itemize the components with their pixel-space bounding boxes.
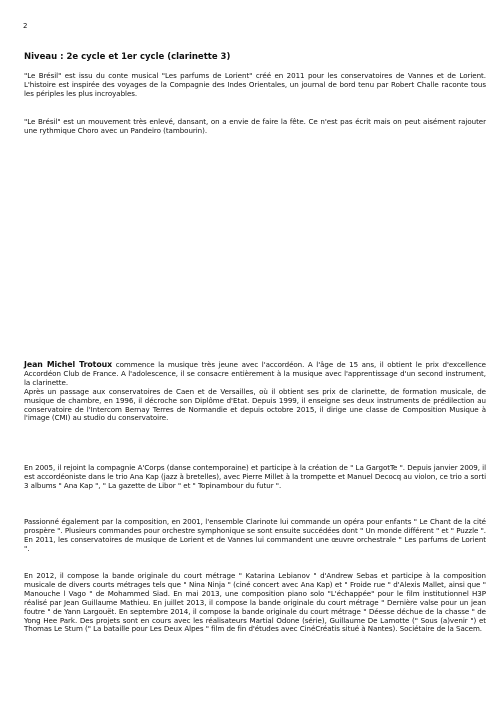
piece-intro-paragraph: "Le Brésil" est issu du conte musical "Les parfums de Lorient" créé en 2011 pour les conservatoires de Vannes et de Lorient. L'histoire est inspirée des voyages de la Compagnie des Indes Orientales, un journal de bord tenu par Robert Challe raconte tous les périples les plus incroyables. — [24, 71, 486, 98]
biography-text-1: commence la musique très jeune avec l'accordéon. A l'âge de 15 ans, il obtient le prix d'excellence Accordéon Club de France. A l'adolescence, il se consacre entièrement à la musique avec l'apprentissage d'un second instrument, la clarinette. Après un passage aux conservatoires de Caen et de Versailles, où il obtient ses prix de clarinette, de formation musicale, de musique de chambre, en 1996, il décroche son Diplôme d'Etat. Depuis 1999, il enseigne ses deux instruments de prédilection au conservatoire de l'Intercom Bernay Terres de Normandie et depuis octobre 2015, il dirige une classe de Composition Musique à l'image (CMI) au studio du conservatoire. — [24, 360, 486, 423]
composer-name: Jean Michel Trotoux — [24, 360, 113, 369]
biography-paragraph-2: En 2005, il rejoint la compagnie A'Corps (danse contemporaine) et participe à la création de " La GargotTe ". Depuis janvier 2009, il est accordéoniste dans le trio Ana Kap (jazz à bretelles), avec Pierre Millet à la trompette et Manuel Decocq au violon, ce trio a sorti 3 albums " Ana Kap ", " La gazette de Libor " et " Topinambour du futur ". — [24, 463, 486, 490]
biography-paragraph-1 — [24, 361, 486, 423]
biography-paragraph-4: En 2012, il compose la bande originale du court métrage " Katarina Lebianov " d'Andrew Sebas et participe à la composition musicale de divers courts métrages tels que " Nina Ninja " (ciné concert avec Ana Kap) et " Froide rue " d'Alexis Mallet, ainsi que " Manouche l Vago " de Mohammed Siad. En mai 2013, une composition piano solo "L'échappée" pour le film institutionnel H3P réalisé par Jean Guillaume Mathieu. En juillet 2013, il compose la bande originale du court métrage " Dernière valse pour un jean foutre " de Yann Largouët. En septembre 2014, il compose la bande originale du court métrage " Déesse déchue de la chasse " de Yong Hee Park. Des projets sont en cours avec les réalisateurs Martial Odone (série), Guillaume De Lamotte (" Sous (a)venir ") et Thomas Le Stum (" La bataille pour Les Deux Alpes " film de fin d'études avec CinéCréatis situé à Nantes). Sociétaire de la Sacem. — [24, 571, 486, 634]
biography-paragraph-3: Passionné également par la composition, en 2001, l'ensemble Clarinote lui commande un opéra pour enfants " Le Chant de la cité prospère ". Plusieurs commandes pour orchestre symphonique se sont ensuite succédées dont " Un monde différent " et " Puzzle ". En 2011, les conservatoires de musique de Lorient et de Vannes lui commandent une œuvre orchestrale " Les parfums de Lorient ". — [24, 517, 486, 553]
level-heading: Niveau : 2e cycle et 1er cycle (clarinette 3) — [24, 52, 231, 62]
page-number: 2 — [23, 22, 28, 30]
piece-description-paragraph: "Le Brésil" est un mouvement très enlevé, dansant, on a envie de faire la fête. Ce n'est pas écrit mais on peut aisément rajouter une rythmique Choro avec un Pandeiro (tambourin). — [24, 117, 486, 135]
